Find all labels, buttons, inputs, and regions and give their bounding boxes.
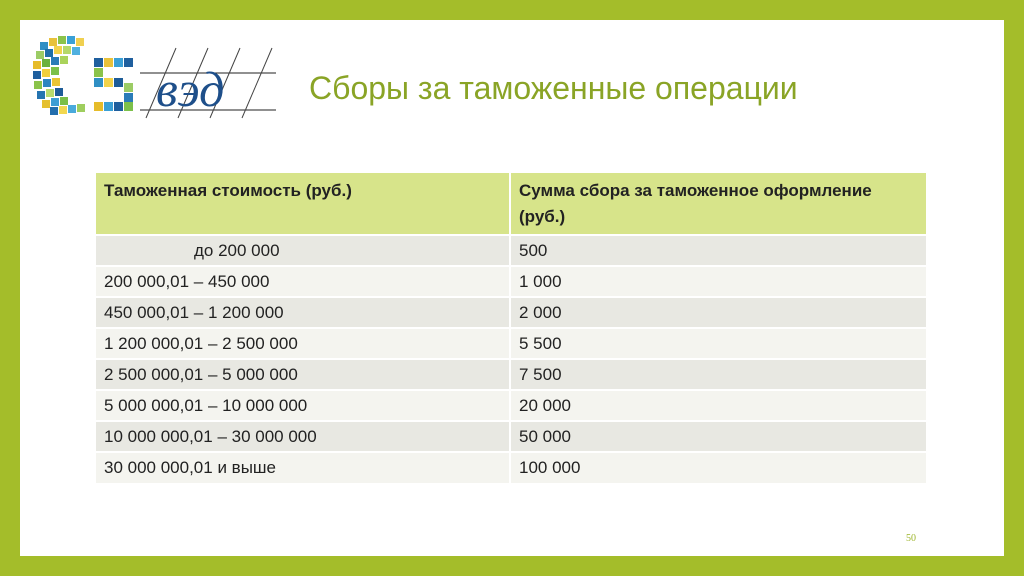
- table-row: [96, 390, 926, 421]
- value-range-cell: 1 200 000,01 – 2 500 000: [96, 328, 510, 359]
- fee-cell: 100 000: [510, 452, 926, 483]
- value-range-cell: до 200 000: [96, 235, 510, 266]
- table-row: [96, 328, 926, 359]
- logo: [28, 28, 278, 138]
- s-letter-icon: [94, 58, 133, 111]
- fee-table: [96, 173, 926, 483]
- table-row: [96, 359, 926, 390]
- fee-cell: 20 000: [510, 390, 926, 421]
- page-title: Сборы за таможенные операции: [309, 70, 798, 106]
- value-range-cell: 10 000 000,01 – 30 000 000: [96, 421, 510, 452]
- page-number: 50: [906, 533, 916, 544]
- value-range-cell: 5 000 000,01 – 10 000 000: [96, 390, 510, 421]
- table-row: [96, 452, 926, 483]
- value-range-cell: 200 000,01 – 450 000: [96, 266, 510, 297]
- fee-cell: 1 000: [510, 266, 926, 297]
- slide: [20, 20, 1004, 556]
- fee-cell: 2 000: [510, 297, 926, 328]
- value-range-cell: 30 000 000,01 и выше: [96, 452, 510, 483]
- table-row: [96, 297, 926, 328]
- fee-cell: 7 500: [510, 359, 926, 390]
- fee-cell: 50 000: [510, 421, 926, 452]
- header-fee-amount: Сумма сбора за таможенное оформление (руб.): [510, 173, 926, 235]
- value-range-cell: 450 000,01 – 1 200 000: [96, 297, 510, 328]
- fee-cell: 500: [510, 235, 926, 266]
- logo-text: вэд: [156, 61, 225, 117]
- table-row: [96, 235, 926, 266]
- table-row: [96, 421, 926, 452]
- globe-icon: [33, 36, 85, 115]
- fee-cell: 5 500: [510, 328, 926, 359]
- table-header-row: [96, 173, 926, 235]
- value-range-cell: 2 500 000,01 – 5 000 000: [96, 359, 510, 390]
- header-customs-value: Таможенная стоимость (руб.): [96, 173, 510, 235]
- table-row: [96, 266, 926, 297]
